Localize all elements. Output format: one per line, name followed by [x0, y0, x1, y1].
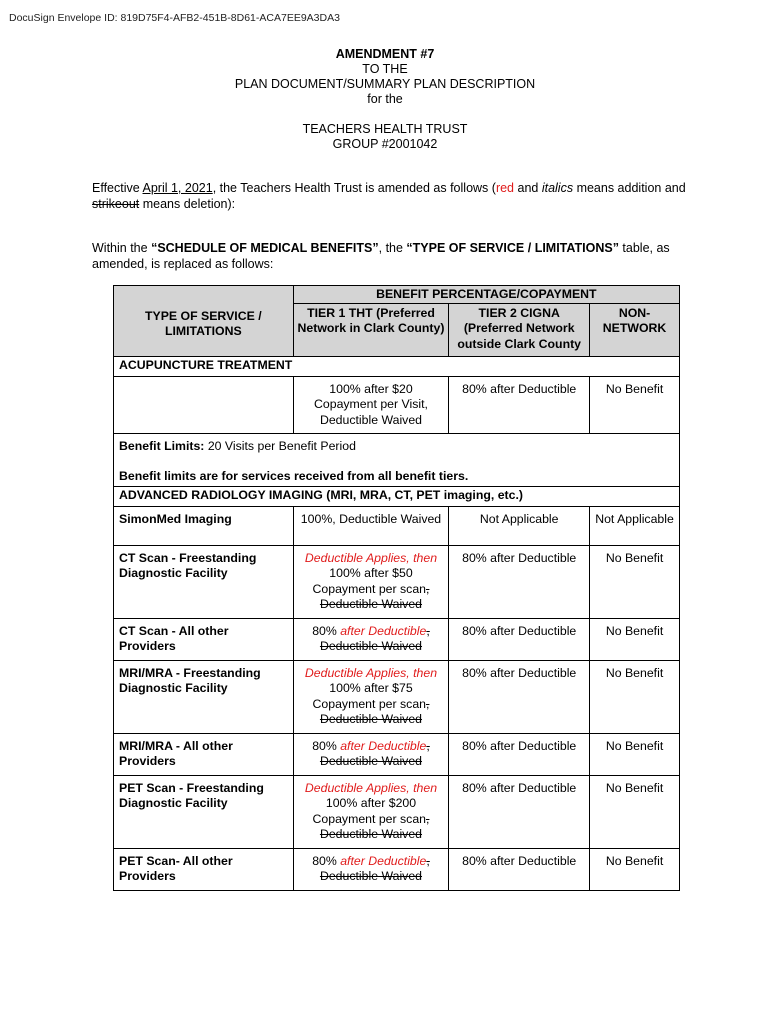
- header-line-to-the: TO THE: [362, 62, 408, 76]
- simonmed-name: SimonMed Imaging: [114, 506, 294, 545]
- ct-freestanding-nonnetwork: No Benefit: [590, 545, 680, 618]
- header-benefit-percentage: BENEFIT PERCENTAGE/COPAYMENT: [293, 286, 679, 304]
- ct-other-tier1: 80% after Deductible, Deductible Waived: [293, 618, 449, 660]
- group-number: GROUP #2001042: [332, 137, 438, 151]
- ct-other-nonnetwork: No Benefit: [590, 618, 680, 660]
- pet-freestanding-tier1: Deductible Applies, then 100% after $200 Copayment per scan, Deductible Waived: [293, 775, 449, 848]
- effective-paragraph: Effective April 1, 2021, the Teachers Health Trust is amended as follows (red and italics means addition and strikeout means deletion):: [92, 181, 686, 211]
- pet-other-name: PET Scan- All other Providers: [114, 848, 294, 890]
- acupuncture-limits: Benefit Limits: 20 Visits per Benefit Period Benefit limits are for services received from all benefit tiers.: [114, 434, 680, 487]
- mri-freestanding-tier2: 80% after Deductible: [449, 660, 590, 733]
- table-row: [114, 733, 680, 775]
- header-tier2: TIER 2 CIGNA (Preferred Network outside Clark County: [449, 303, 590, 357]
- table-row: [114, 506, 680, 545]
- mri-freestanding-tier1: Deductible Applies, then 100% after $75 Copayment per scan, Deductible Waived: [293, 660, 449, 733]
- header-type-of-service: TYPE OF SERVICE / LIMITATIONS: [114, 286, 294, 357]
- section-advanced-radiology: ADVANCED RADIOLOGY IMAGING (MRI, MRA, CT, PET imaging, etc.): [114, 487, 680, 507]
- effective-date: April 1, 2021: [142, 181, 213, 195]
- mri-other-nonnetwork: No Benefit: [590, 733, 680, 775]
- table-row: [114, 545, 680, 618]
- header-tier1: TIER 1 THT (Preferred Network in Clark County): [293, 303, 449, 357]
- simonmed-tier1: 100%, Deductible Waived: [293, 506, 449, 545]
- mri-other-name: MRI/MRA - All other Providers: [114, 733, 294, 775]
- mri-other-tier1: 80% after Deductible, Deductible Waived: [293, 733, 449, 775]
- simonmed-tier2: Not Applicable: [449, 506, 590, 545]
- mri-freestanding-nonnetwork: No Benefit: [590, 660, 680, 733]
- pet-other-tier1: 80% after Deductible, Deductible Waived: [293, 848, 449, 890]
- acupuncture-tier2: 80% after Deductible: [449, 376, 590, 434]
- pet-freestanding-tier2: 80% after Deductible: [449, 775, 590, 848]
- mri-other-tier2: 80% after Deductible: [449, 733, 590, 775]
- ct-other-name: CT Scan - All other Providers: [114, 618, 294, 660]
- trust-name: TEACHERS HEALTH TRUST: [302, 122, 468, 136]
- table-row: [114, 618, 680, 660]
- table-name: “TYPE OF SERVICE / LIMITATIONS”: [406, 241, 619, 255]
- pet-freestanding-name: PET Scan - Freestanding Diagnostic Facility: [114, 775, 294, 848]
- ct-freestanding-name: CT Scan - Freestanding Diagnostic Facility: [114, 545, 294, 618]
- limits-note: Benefit limits are for services received from all benefit tiers.: [119, 468, 469, 483]
- pet-other-nonnetwork: No Benefit: [590, 848, 680, 890]
- legend-italics: italics: [541, 181, 574, 195]
- header-non-network: NON-NETWORK: [590, 303, 680, 357]
- acupuncture-tier1: 100% after $20 Copayment per Visit, Deductible Waived: [293, 376, 449, 434]
- acupuncture-nonnetwork: No Benefit: [590, 376, 680, 434]
- table-row: [114, 775, 680, 848]
- schedule-name: “SCHEDULE OF MEDICAL BENEFITS”: [151, 241, 379, 255]
- table-row: [114, 660, 680, 733]
- benefits-table: [113, 285, 680, 891]
- document-header: [0, 47, 770, 152]
- acupuncture-type-cell: [114, 376, 294, 434]
- ct-freestanding-tier1: Deductible Applies, then 100% after $50 Copayment per scan, Deductible Waived: [293, 545, 449, 618]
- pet-freestanding-nonnetwork: No Benefit: [590, 775, 680, 848]
- section-acupuncture: ACUPUNCTURE TREATMENT: [114, 357, 680, 377]
- docusign-envelope-id: DocuSign Envelope ID: 819D75F4-AFB2-451B-8D61-ACA7EE9A3DA3: [9, 12, 340, 24]
- legend-strikeout: strikeout: [92, 197, 140, 211]
- schedule-paragraph: Within the “SCHEDULE OF MEDICAL BENEFITS”, the “TYPE OF SERVICE / LIMITATIONS” table, as amended, is replaced as follows:: [92, 241, 670, 271]
- amendment-title: AMENDMENT #7: [335, 47, 435, 61]
- table-row: [114, 848, 680, 890]
- legend-red: red: [495, 181, 515, 195]
- header-line-plan-document: PLAN DOCUMENT/SUMMARY PLAN DESCRIPTION: [234, 77, 536, 91]
- ct-other-tier2: 80% after Deductible: [449, 618, 590, 660]
- header-line-for-the: for the: [367, 92, 403, 106]
- ct-freestanding-tier2: 80% after Deductible: [449, 545, 590, 618]
- mri-freestanding-name: MRI/MRA - Freestanding Diagnostic Facility: [114, 660, 294, 733]
- simonmed-nonnetwork: Not Applicable: [590, 506, 680, 545]
- pet-other-tier2: 80% after Deductible: [449, 848, 590, 890]
- table-row: [114, 376, 680, 434]
